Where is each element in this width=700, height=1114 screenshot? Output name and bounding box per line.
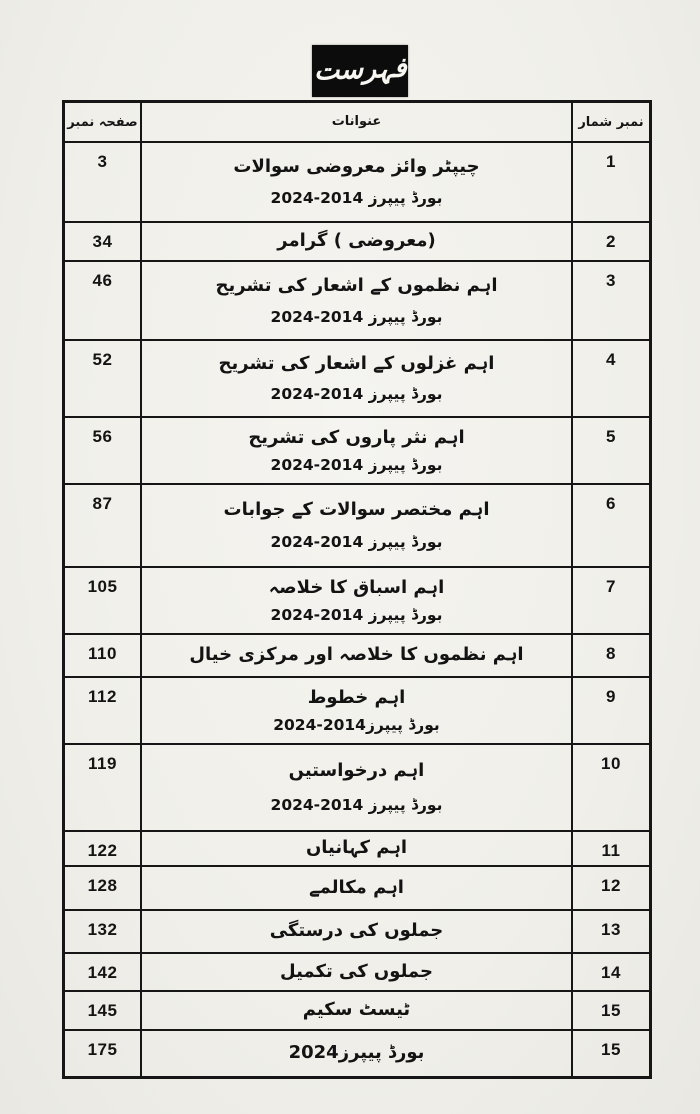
page-number: 132 — [87, 920, 118, 939]
chapter-subtitle: بورڈ پیپرز 2014-2024 — [270, 385, 443, 404]
chapter-subtitle: بورڈ پیپرز 2014-2024 — [270, 189, 443, 208]
page-number-cell — [65, 745, 140, 830]
serial-number: 4 — [606, 350, 616, 369]
chapter-title: اہم اسباق کا خلاصہ — [268, 576, 445, 598]
serial-number: 2 — [606, 232, 616, 251]
chapter-title: اہم غزلوں کے اشعار کی تشریح — [218, 352, 495, 374]
serial-number-cell — [573, 745, 649, 830]
serial-number: 7 — [606, 577, 616, 596]
chapter-title: اہم نظموں کے اشعار کی تشریح — [215, 274, 498, 296]
serial-number-cell — [573, 954, 649, 990]
serial-number-cell — [573, 1031, 649, 1076]
title-cell — [140, 143, 573, 221]
page-number: 119 — [88, 754, 117, 773]
serial-number-cell — [573, 867, 649, 909]
serial-number: 15 — [601, 1040, 621, 1059]
table-row — [65, 568, 649, 635]
title-cell — [140, 223, 573, 260]
serial-number: 11 — [601, 841, 621, 860]
serial-number: 8 — [606, 644, 616, 663]
title-cell — [140, 954, 573, 990]
table-row — [65, 418, 649, 485]
chapter-title: اہم مختصر سوالات کے جوابات — [223, 498, 490, 520]
page-number-cell — [65, 143, 140, 221]
chapter-title: چیپٹر وائز معروضی سوالات — [233, 155, 480, 177]
serial-number-cell — [573, 485, 649, 566]
page-number-cell — [65, 867, 140, 909]
title-cell — [140, 485, 573, 566]
chapter-subtitle: بورڈ پیپرز 2014-2024 — [270, 796, 443, 815]
page-number-cell — [65, 341, 140, 416]
page-number: 175 — [87, 1040, 118, 1059]
title-cell — [140, 911, 573, 952]
title-cell — [140, 341, 573, 416]
title-cell — [140, 832, 573, 865]
serial-number: 10 — [601, 754, 621, 773]
serial-number: 5 — [606, 427, 616, 446]
chapter-subtitle: بورڈ پیپرز 2014-2024 — [270, 307, 443, 326]
table-row — [65, 143, 649, 223]
contents-title: فہرست — [313, 51, 407, 87]
chapter-title: اہم کہانیاں — [305, 837, 408, 859]
chapter-title: بورڈ پیپرز2024 — [288, 1042, 425, 1064]
title-cell — [140, 262, 573, 339]
serial-number-cell — [573, 992, 649, 1029]
table-row — [65, 262, 649, 341]
serial-number: 6 — [606, 494, 616, 513]
contents-table — [62, 100, 652, 1079]
table-row — [65, 1031, 649, 1076]
table-header-row — [65, 103, 649, 143]
page-number: 145 — [87, 1001, 118, 1020]
serial-number-cell — [573, 911, 649, 952]
serial-number-cell — [573, 418, 649, 483]
chapter-title: اہم خطوط — [307, 686, 406, 708]
table-row — [65, 485, 649, 568]
page-number-cell — [65, 1031, 140, 1076]
column-header-page-number: صفحہ نمبر — [67, 114, 138, 130]
serial-number: 15 — [601, 1001, 621, 1020]
page-number-cell — [65, 568, 140, 633]
page-number-cell — [65, 418, 140, 483]
contents-title-box — [312, 45, 408, 97]
page-number: 122 — [87, 841, 118, 860]
title-cell — [140, 635, 573, 676]
page-number-cell — [65, 832, 140, 865]
table-row — [65, 341, 649, 418]
page-number-cell — [65, 678, 140, 743]
table-row — [65, 992, 649, 1031]
page-number-cell — [65, 635, 140, 676]
page-number: 3 — [97, 152, 108, 171]
page-number: 34 — [92, 232, 113, 251]
title-cell — [140, 418, 573, 483]
page-number: 46 — [92, 271, 113, 290]
chapter-title: (معروضی ) گرامر — [277, 230, 436, 252]
page-number: 128 — [87, 876, 118, 895]
column-header-serial: نمبر شمار — [578, 114, 644, 130]
serial-number: 14 — [601, 963, 621, 982]
title-cell — [140, 568, 573, 633]
serial-number-cell — [573, 223, 649, 260]
chapter-title: جملوں کی درستگی — [269, 920, 444, 942]
table-row — [65, 911, 649, 954]
table-row — [65, 954, 649, 992]
column-header-titles: عنوانات — [140, 103, 573, 141]
serial-number: 12 — [601, 876, 621, 895]
title-cell — [140, 1031, 573, 1076]
chapter-subtitle: بورڈ پیپرز2014-2024 — [273, 715, 440, 734]
chapter-subtitle: بورڈ پیپرز 2014-2024 — [270, 533, 443, 552]
page-number-cell — [65, 262, 140, 339]
title-cell — [140, 992, 573, 1029]
page-number: 52 — [92, 350, 113, 369]
page-number: 142 — [87, 963, 118, 982]
page-number: 112 — [88, 687, 117, 706]
table-row — [65, 678, 649, 745]
serial-number-cell — [573, 678, 649, 743]
chapter-title: اہم نثر پاروں کی تشریح — [248, 426, 465, 448]
chapter-subtitle: بورڈ پیپرز 2014-2024 — [270, 455, 443, 474]
chapter-title: اہم درخواستیں — [288, 760, 425, 782]
page-number-cell — [65, 954, 140, 990]
title-cell — [140, 745, 573, 830]
page-number: 105 — [87, 577, 118, 596]
serial-number: 3 — [606, 271, 616, 290]
chapter-title: اہم مکالمے — [309, 876, 404, 898]
page-number: 56 — [92, 427, 113, 446]
chapter-title: ٹیسٹ سکیم — [302, 999, 411, 1021]
page-number-cell — [65, 485, 140, 566]
title-cell — [140, 678, 573, 743]
table-row — [65, 867, 649, 911]
page-number: 87 — [92, 494, 113, 513]
page-number: 110 — [88, 644, 117, 663]
serial-number-cell — [573, 832, 649, 865]
page-number-cell — [65, 223, 140, 260]
serial-number: 9 — [606, 687, 616, 706]
serial-number: 13 — [601, 920, 621, 939]
serial-number-cell — [573, 262, 649, 339]
chapter-title: جملوں کی تکمیل — [280, 960, 433, 982]
table-row — [65, 832, 649, 867]
table-row — [65, 745, 649, 832]
serial-number-cell — [573, 568, 649, 633]
serial-number-cell — [573, 143, 649, 221]
serial-number: 1 — [606, 152, 616, 171]
page-number-cell — [65, 911, 140, 952]
page-number-cell — [65, 992, 140, 1029]
table-row — [65, 635, 649, 678]
table-row — [65, 223, 649, 262]
chapter-subtitle: بورڈ پیپرز 2014-2024 — [270, 605, 443, 624]
serial-number-cell — [573, 341, 649, 416]
chapter-title: اہم نظموں کا خلاصہ اور مرکزی خیال — [189, 644, 524, 666]
serial-number-cell — [573, 635, 649, 676]
title-cell — [140, 867, 573, 909]
